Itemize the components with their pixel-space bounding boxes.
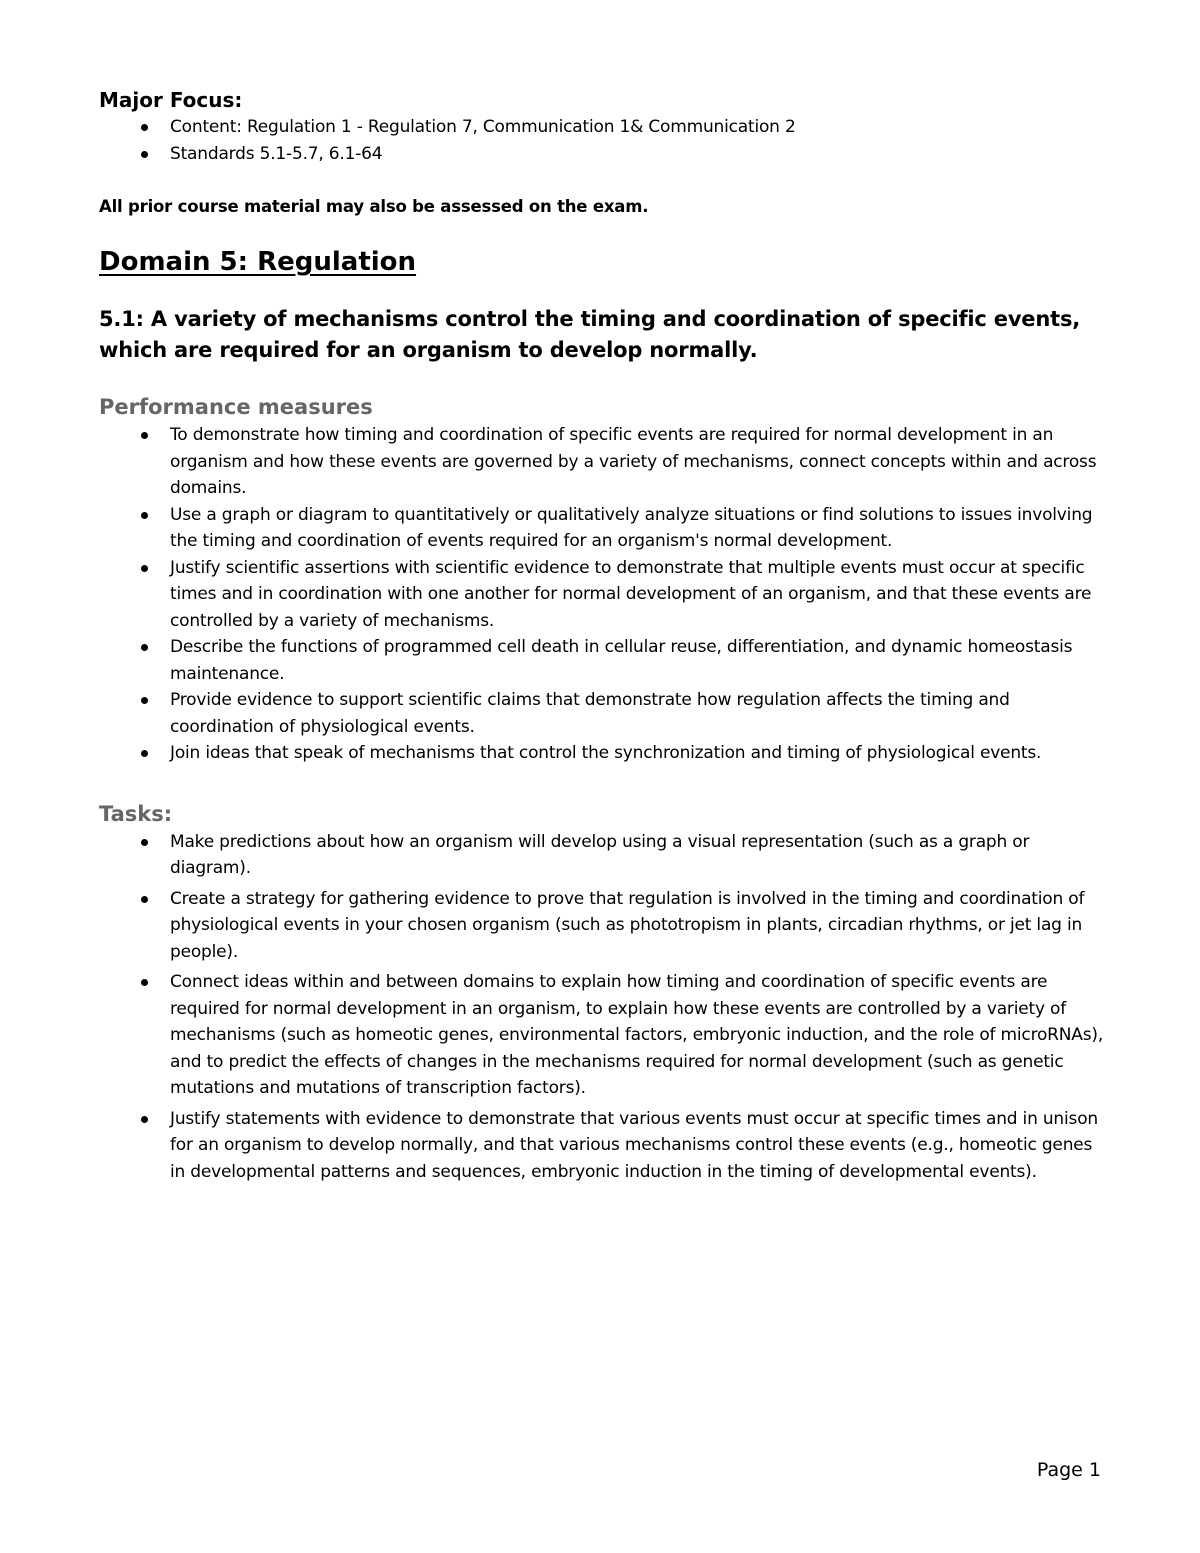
bullet-icon xyxy=(141,750,148,757)
bullet-icon xyxy=(141,1116,148,1123)
page-number: Page 1 xyxy=(1036,1459,1101,1481)
tasks-list xyxy=(99,829,1109,1186)
list-item: Create a strategy for gathering evidence to prove that regulation is involved in the timing and coordination of physiological events in your chosen organism (such as phototropism in plants, circadian rhythms, or jet lag in people). xyxy=(99,886,1109,966)
performance-measures-heading: Performance measures xyxy=(99,395,373,419)
list-item: Justify scientific assertions with scientific evidence to demonstrate that multiple events must occur at specific times and in coordination with one another for normal development of an organism, and that these events are controlled by a variety of mechanisms. xyxy=(99,555,1109,635)
bullet-icon xyxy=(141,697,148,704)
list-item: Make predictions about how an organism will develop using a visual representation (such as a graph or diagram). xyxy=(99,829,1109,882)
bullet-icon xyxy=(141,151,148,158)
tasks-heading: Tasks: xyxy=(99,801,173,826)
list-item: Use a graph or diagram to quantitatively or qualitatively analyze situations or find solutions to issues involving the timing and coordination of events required for an organism's normal development. xyxy=(99,502,1109,555)
bullet-icon xyxy=(141,896,148,903)
list-item: Provide evidence to support scientific claims that demonstrate how regulation affects the timing and coordination of physiological events. xyxy=(99,687,1109,740)
bullet-icon xyxy=(141,644,148,651)
bullet-icon xyxy=(141,979,148,986)
bullet-icon xyxy=(141,839,148,846)
document-content xyxy=(99,86,1109,1189)
bullet-icon xyxy=(141,432,148,439)
domain-title: Domain 5: Regulation xyxy=(99,247,417,277)
list-item: Describe the functions of programmed cell death in cellular reuse, differentiation, and dynamic homeostasis maintenance. xyxy=(99,634,1109,687)
major-focus-title: Major Focus: xyxy=(99,88,243,112)
bullet-icon xyxy=(141,124,148,131)
list-item: Connect ideas within and between domains to explain how timing and coordination of specific events are required for normal development in an organism, to explain how these events are controlled by a variety of mechanisms (such as homeotic genes, environmental factors, embryonic induction, and the role of microRNAs), and to predict the effects of changes in the mechanisms required for normal development (such as genetic mutations and mutations of transcription factors). xyxy=(99,969,1109,1102)
standard-title: 5.1: A variety of mechanisms control the timing and coordination of specific events, which are required for an organism to develop normally. xyxy=(99,307,1081,362)
performance-measures-list xyxy=(99,422,1109,767)
list-item: Content: Regulation 1 - Regulation 7, Communication 1& Communication 2 xyxy=(99,114,1109,141)
prior-material-note: All prior course material may also be assessed on the exam. xyxy=(99,197,649,216)
list-item: Standards 5.1-5.7, 6.1-64 xyxy=(99,141,1109,168)
bullet-icon xyxy=(141,512,148,519)
list-item: Join ideas that speak of mechanisms that control the synchronization and timing of physiological events. xyxy=(99,740,1109,767)
list-item: Justify statements with evidence to demonstrate that various events must occur at specific times and in unison for an organism to develop normally, and that various mechanisms control these events (e.g., homeotic genes in developmental patterns and sequences, embryonic induction in the timing of developmental events). xyxy=(99,1106,1109,1186)
list-item: To demonstrate how timing and coordination of specific events are required for normal development in an organism and how these events are governed by a variety of mechanisms, connect concepts within and across domains. xyxy=(99,422,1109,502)
major-focus-list xyxy=(99,114,1109,167)
bullet-icon xyxy=(141,565,148,572)
